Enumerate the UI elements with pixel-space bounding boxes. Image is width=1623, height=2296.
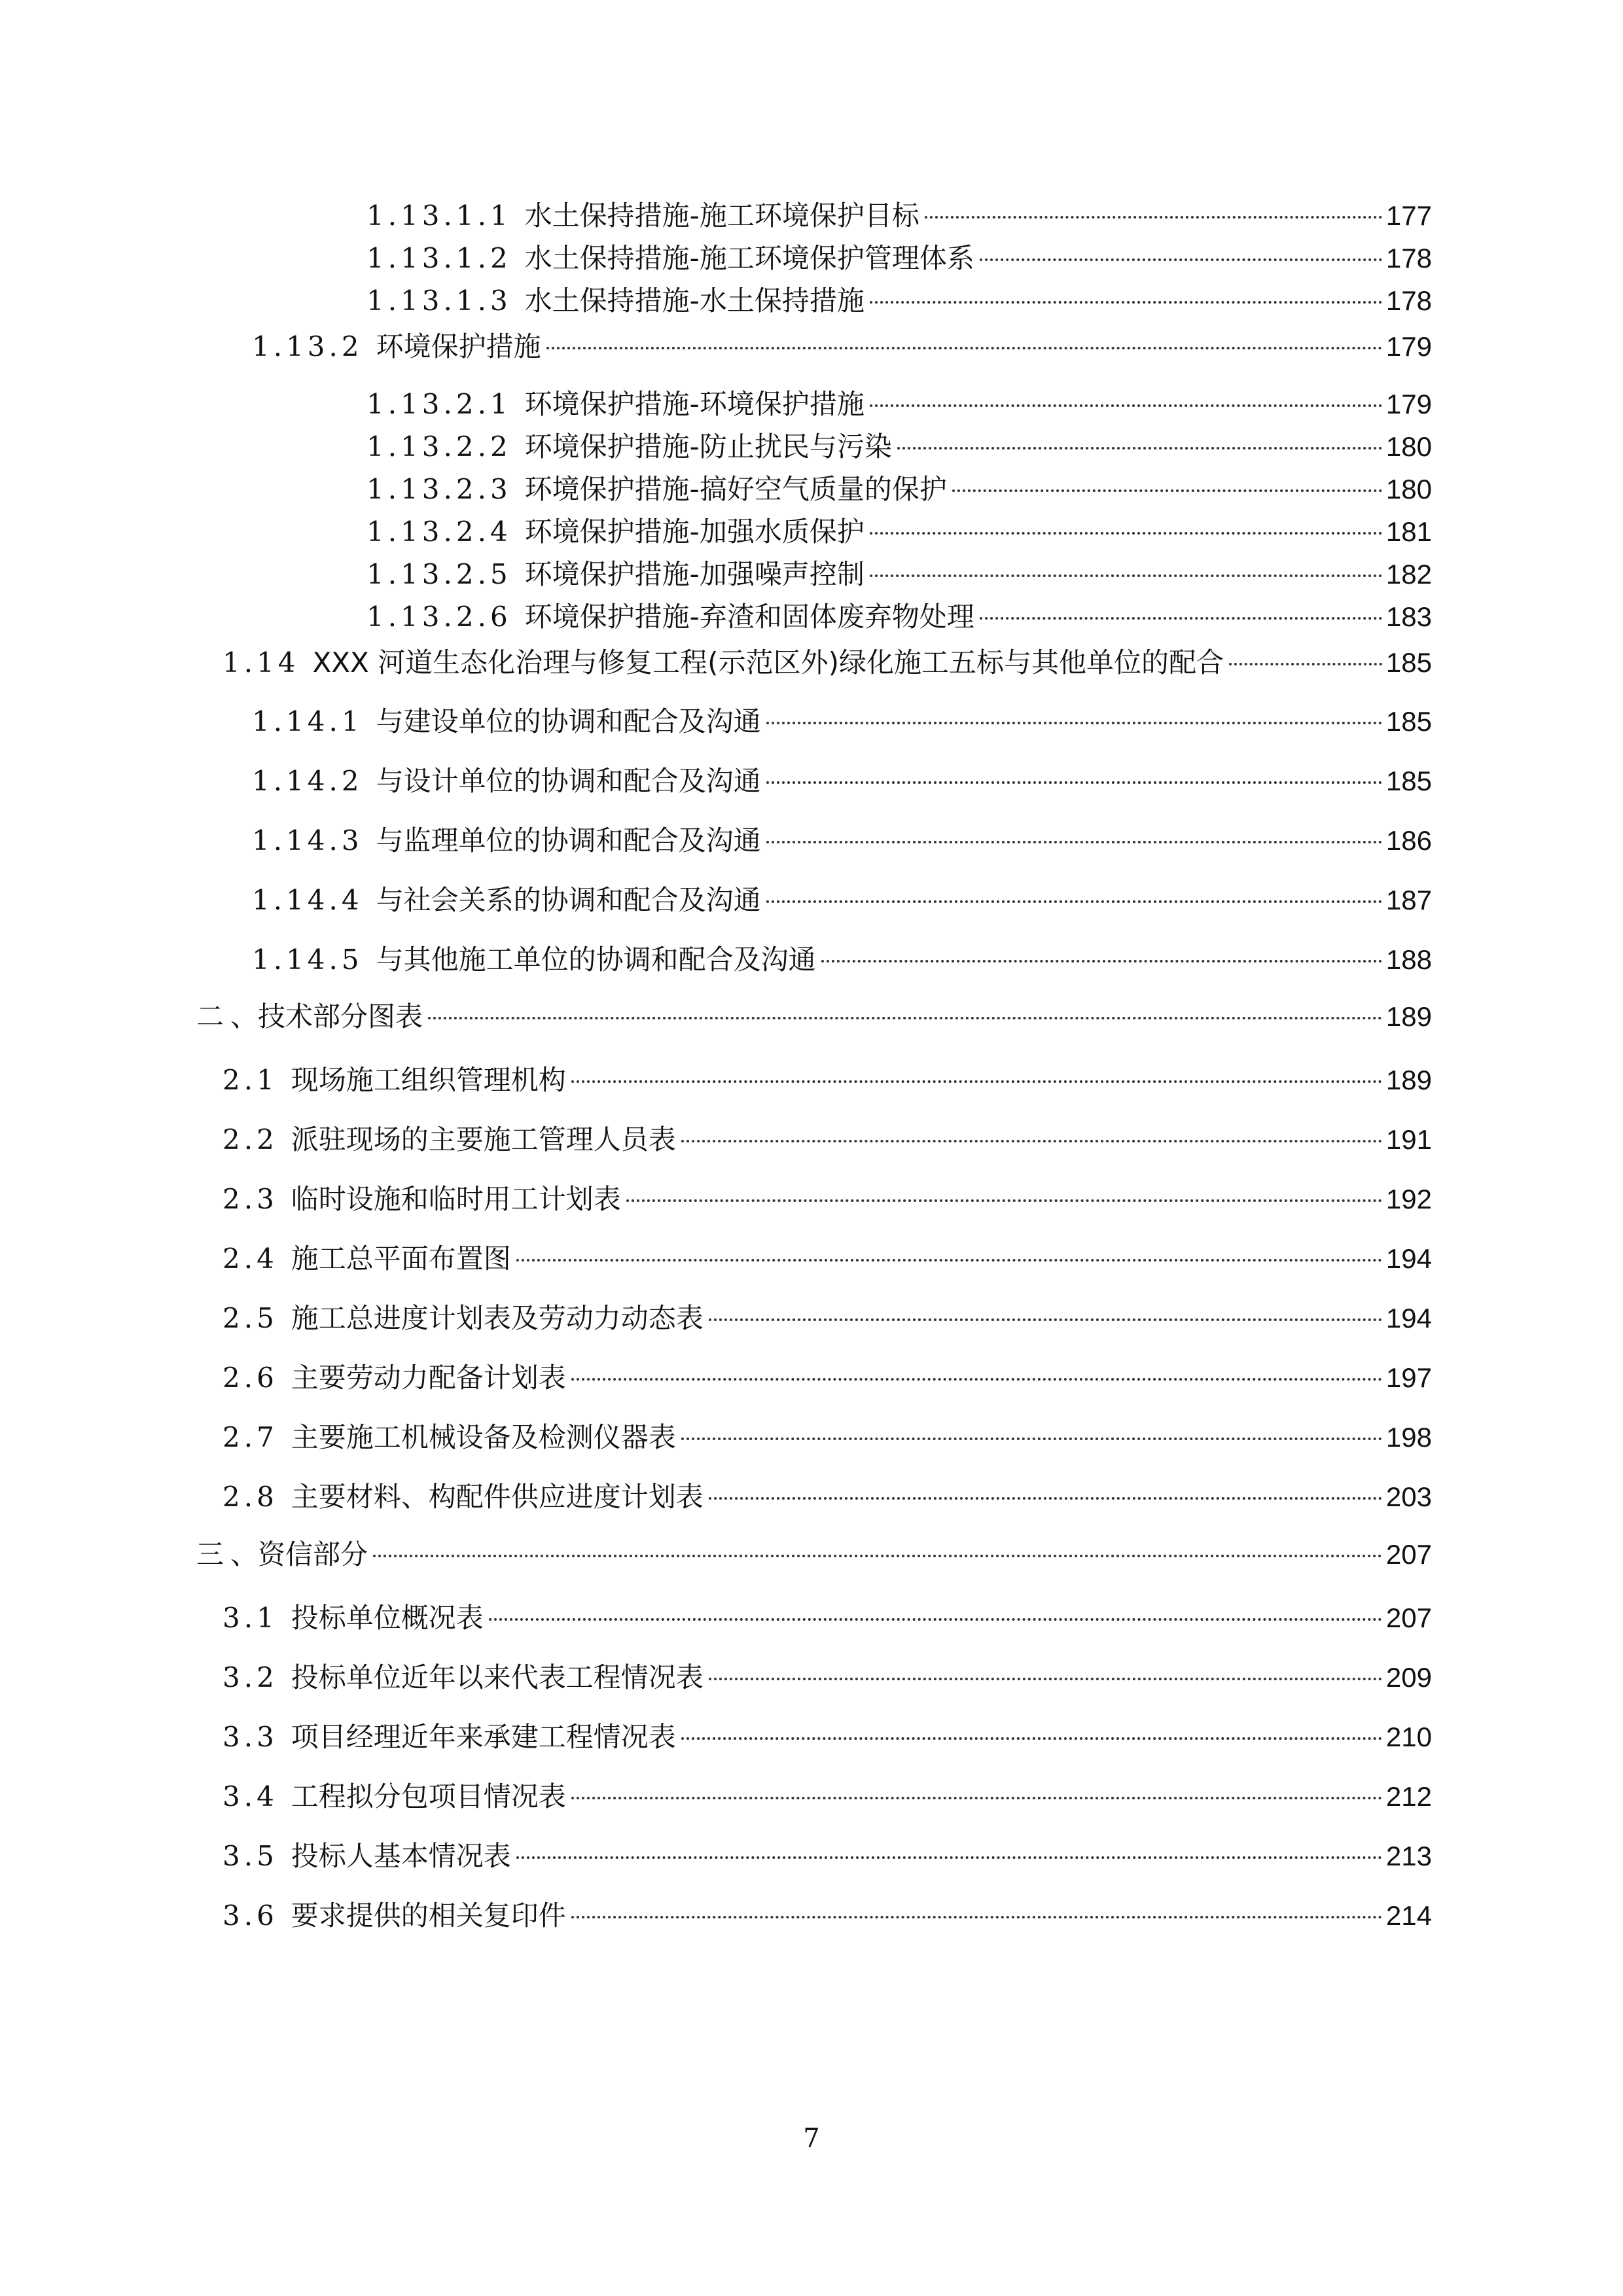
toc-entry-number: 2.5 <box>223 1302 278 1334</box>
toc-entry-number: 2.4 <box>223 1243 278 1275</box>
toc-entry[interactable] <box>223 1659 1432 1696</box>
toc-dot-leader <box>681 1737 1382 1740</box>
toc-entry[interactable] <box>223 1838 1432 1875</box>
toc-entry-number: 三 <box>196 1538 224 1570</box>
toc-dot-leader <box>870 404 1382 407</box>
toc-entry-page: 178 <box>1385 243 1432 274</box>
toc-entry-page: 185 <box>1385 766 1432 796</box>
toc-entry[interactable] <box>252 703 1432 740</box>
toc-entry[interactable] <box>223 1300 1432 1337</box>
toc-entry-title: 与社会关系的协调和配合及沟通 <box>376 884 761 916</box>
toc-dot-leader <box>516 1259 1382 1262</box>
toc-entry-title: 临时设施和临时用工计划表 <box>291 1183 621 1215</box>
toc-entry-number: 3.2 <box>223 1661 278 1693</box>
toc-entry-page: 210 <box>1385 1722 1432 1752</box>
toc-entry-title: 现场施工组织管理机构 <box>291 1064 566 1096</box>
toc-dot-leader <box>373 1555 1382 1557</box>
toc-entry-number: 1.13.2.3 <box>366 473 512 505</box>
toc-entry-page: 194 <box>1385 1303 1432 1333</box>
toc-entry-title: 主要劳动力配备计划表 <box>291 1362 566 1394</box>
toc-entry-page: 180 <box>1385 474 1432 504</box>
toc-entry-page: 187 <box>1385 885 1432 915</box>
toc-entry[interactable] <box>196 1536 1432 1573</box>
toc-entry-title: 环境保护措施-加强噪声控制 <box>524 558 865 590</box>
toc-entry[interactable] <box>223 1122 1432 1158</box>
toc-entry-page: 177 <box>1385 200 1432 231</box>
toc-entry-page: 197 <box>1385 1362 1432 1393</box>
toc-entry-title: 与设计单位的协调和配合及沟通 <box>376 765 761 797</box>
toc-entry-page: 179 <box>1385 389 1432 419</box>
toc-dot-leader <box>766 781 1382 784</box>
toc-entry[interactable] <box>252 882 1432 919</box>
toc-dot-leader <box>870 301 1382 304</box>
toc-entry-title: 项目经理近年来承建工程情况表 <box>291 1721 676 1753</box>
toc-entry-page: 207 <box>1385 1539 1432 1570</box>
toc-entry-number: 3.3 <box>223 1721 278 1753</box>
toc-entry-page: 185 <box>1385 706 1432 737</box>
toc-entry[interactable] <box>366 599 1432 635</box>
toc-entry[interactable] <box>223 1241 1432 1277</box>
toc-dot-leader <box>709 1678 1382 1680</box>
toc-dot-leader <box>952 489 1382 492</box>
toc-dot-leader <box>709 1318 1382 1321</box>
toc-entry-page: 185 <box>1385 647 1432 678</box>
toc-entry-page: 213 <box>1385 1841 1432 1871</box>
toc-dot-leader <box>766 841 1382 843</box>
toc-entry-title: 投标单位近年以来代表工程情况表 <box>291 1661 704 1693</box>
toc-entry[interactable] <box>223 1719 1432 1756</box>
toc-entry-number: 3.1 <box>223 1602 278 1634</box>
toc-entry-title: 水土保持措施-施工环境保护管理体系 <box>524 242 974 274</box>
toc-entry-title: 水土保持措施-水土保持措施 <box>524 285 865 317</box>
toc-entry-title: 投标单位概况表 <box>291 1602 484 1634</box>
toc-entry-title: 投标人基本情况表 <box>291 1840 511 1872</box>
toc-dot-leader <box>980 258 1382 261</box>
toc-entry-number: 1.14.2 <box>252 765 363 797</box>
toc-entry-number: 1.13.2.4 <box>366 516 512 548</box>
toc-entry-number: 2.1 <box>223 1064 278 1096</box>
toc-entry[interactable] <box>366 198 1432 234</box>
toc-dot-leader <box>546 347 1382 349</box>
toc-entry-page: 182 <box>1385 559 1432 590</box>
toc-entry-page: 191 <box>1385 1124 1432 1155</box>
toc-entry-number: 3.5 <box>223 1840 278 1872</box>
toc-dot-leader <box>870 574 1382 577</box>
toc-entry-number: 1.13.2 <box>252 330 363 362</box>
toc-entry-title: 要求提供的相关复印件 <box>291 1899 566 1932</box>
toc-entry[interactable] <box>223 1898 1432 1934</box>
toc-entry[interactable] <box>366 283 1432 319</box>
toc-entry-page: 189 <box>1385 1001 1432 1032</box>
toc-entry-page: 178 <box>1385 285 1432 316</box>
toc-entry-page: 181 <box>1385 516 1432 547</box>
toc-entry-number: 1.13.1.1 <box>366 200 512 232</box>
toc-entry[interactable] <box>223 645 1432 681</box>
toc-dot-leader <box>766 722 1382 724</box>
toc-dot-leader <box>489 1618 1382 1621</box>
toc-entry-title: 环境保护措施-加强水质保护 <box>524 516 865 548</box>
toc-entry[interactable] <box>366 386 1432 423</box>
page-number: 7 <box>803 2123 820 2153</box>
toc-dot-leader <box>428 1017 1382 1019</box>
toc-entry[interactable] <box>366 429 1432 465</box>
toc-entry-page: 192 <box>1385 1184 1432 1214</box>
toc-entry-number: 2.3 <box>223 1183 278 1215</box>
toc-entry-number: 1.13.2.5 <box>366 558 512 590</box>
toc-entry-page: 186 <box>1385 825 1432 856</box>
toc-entry-number: 1.13.2.1 <box>366 388 512 420</box>
toc-dot-leader <box>821 960 1382 963</box>
toc-entry[interactable] <box>223 1360 1432 1396</box>
toc-entry-title: 主要材料、构配件供应进度计划表 <box>291 1481 704 1513</box>
toc-entry[interactable] <box>223 1419 1432 1456</box>
toc-entry-number: 1.14.3 <box>252 824 363 857</box>
toc-dot-leader <box>980 617 1382 620</box>
toc-entry-title: 环境保护措施-弃渣和固体废弃物处理 <box>524 601 974 633</box>
toc-entry-number: 2.8 <box>223 1481 278 1513</box>
toc-entry-title: 环境保护措施-防止扰民与污染 <box>524 431 892 463</box>
toc-entry-number: 1.13.1.3 <box>366 285 512 317</box>
toc-dot-leader <box>571 1797 1382 1799</box>
toc-entry[interactable] <box>252 328 1432 365</box>
toc-entry[interactable] <box>366 240 1432 277</box>
toc-entry-title: 环境保护措施-搞好空气质量的保护 <box>524 473 947 505</box>
toc-entry[interactable] <box>223 1778 1432 1815</box>
toc-entry-number: 1.14.1 <box>252 705 363 737</box>
toc-dot-leader <box>681 1140 1382 1142</box>
toc-dot-leader <box>1229 663 1382 665</box>
toc-entry[interactable] <box>223 1479 1432 1515</box>
toc-entry-number: 1.14 <box>223 646 300 679</box>
toc-dot-leader <box>626 1199 1382 1202</box>
toc-entry-title: 环境保护措施-环境保护措施 <box>524 388 865 420</box>
toc-entry-page: 189 <box>1385 1065 1432 1095</box>
toc-entry-title: 施工总进度计划表及劳动力动态表 <box>291 1302 704 1334</box>
toc-entry[interactable] <box>252 942 1432 978</box>
toc-entry-title: 、资信部分 <box>230 1538 368 1570</box>
toc-entry-page: 209 <box>1385 1662 1432 1693</box>
toc-entry-page: 194 <box>1385 1243 1432 1274</box>
toc-entry-number: 二 <box>196 1000 224 1033</box>
toc-dot-leader <box>681 1438 1382 1440</box>
toc-entry-title: 环境保护措施 <box>376 330 541 362</box>
toc-entry-page: 179 <box>1385 331 1432 362</box>
toc-entry-number: 2.2 <box>223 1123 278 1156</box>
toc-entry[interactable] <box>223 1181 1432 1218</box>
toc-entry[interactable] <box>366 471 1432 508</box>
toc-entry[interactable] <box>366 514 1432 550</box>
toc-entry[interactable] <box>196 998 1432 1035</box>
toc-entry[interactable] <box>252 822 1432 859</box>
toc-entry-title: 施工总平面布置图 <box>291 1243 511 1275</box>
toc-dot-leader <box>897 447 1382 450</box>
toc-entry-number: 2.7 <box>223 1421 278 1453</box>
toc-entry-page: 183 <box>1385 601 1432 632</box>
toc-entry-title: XXX 河道生态化治理与修复工程(示范区外)绿化施工五标与其他单位的配合 <box>312 646 1224 679</box>
toc-entry[interactable] <box>366 556 1432 593</box>
toc-entry-number: 1.14.5 <box>252 944 363 976</box>
toc-dot-leader <box>766 900 1382 903</box>
toc-entry-title: 主要施工机械设备及检测仪器表 <box>291 1421 676 1453</box>
toc-entry[interactable] <box>223 1062 1432 1099</box>
toc-entry-title: 派驻现场的主要施工管理人员表 <box>291 1123 676 1156</box>
toc-entry[interactable] <box>252 763 1432 800</box>
toc-entry-title: 与建设单位的协调和配合及沟通 <box>376 705 761 737</box>
toc-entry-title: 工程拟分包项目情况表 <box>291 1780 566 1812</box>
toc-entry[interactable] <box>223 1600 1432 1636</box>
toc-dot-leader <box>870 532 1382 535</box>
toc-entry-number: 1.13.2.2 <box>366 431 512 463</box>
toc-entry-page: 212 <box>1385 1781 1432 1812</box>
toc-dot-leader <box>571 1916 1382 1918</box>
toc-entry-title: 水土保持措施-施工环境保护目标 <box>524 200 919 232</box>
toc-entry-title: 与其他施工单位的协调和配合及沟通 <box>376 944 816 976</box>
toc-dot-leader <box>925 216 1382 219</box>
toc-entry-number: 1.13.1.2 <box>366 242 512 274</box>
toc-entry-page: 188 <box>1385 944 1432 975</box>
toc-entry-page: 207 <box>1385 1602 1432 1633</box>
toc-entry-page: 198 <box>1385 1422 1432 1453</box>
toc-dot-leader <box>571 1378 1382 1381</box>
toc-entry-number: 3.4 <box>223 1780 278 1812</box>
toc-entry-number: 1.13.2.6 <box>366 601 512 633</box>
toc-entry-page: 214 <box>1385 1900 1432 1931</box>
toc-entry-page: 180 <box>1385 431 1432 462</box>
toc-entry-number: 1.14.4 <box>252 884 363 916</box>
toc-entry-number: 2.6 <box>223 1362 278 1394</box>
toc-dot-leader <box>571 1080 1382 1083</box>
toc-entry-title: 、技术部分图表 <box>230 1000 423 1033</box>
toc-dot-leader <box>709 1497 1382 1500</box>
toc-entry-page: 203 <box>1385 1481 1432 1512</box>
toc-entry-title: 与监理单位的协调和配合及沟通 <box>376 824 761 857</box>
toc-entry-number: 3.6 <box>223 1899 278 1932</box>
toc-dot-leader <box>516 1856 1382 1859</box>
